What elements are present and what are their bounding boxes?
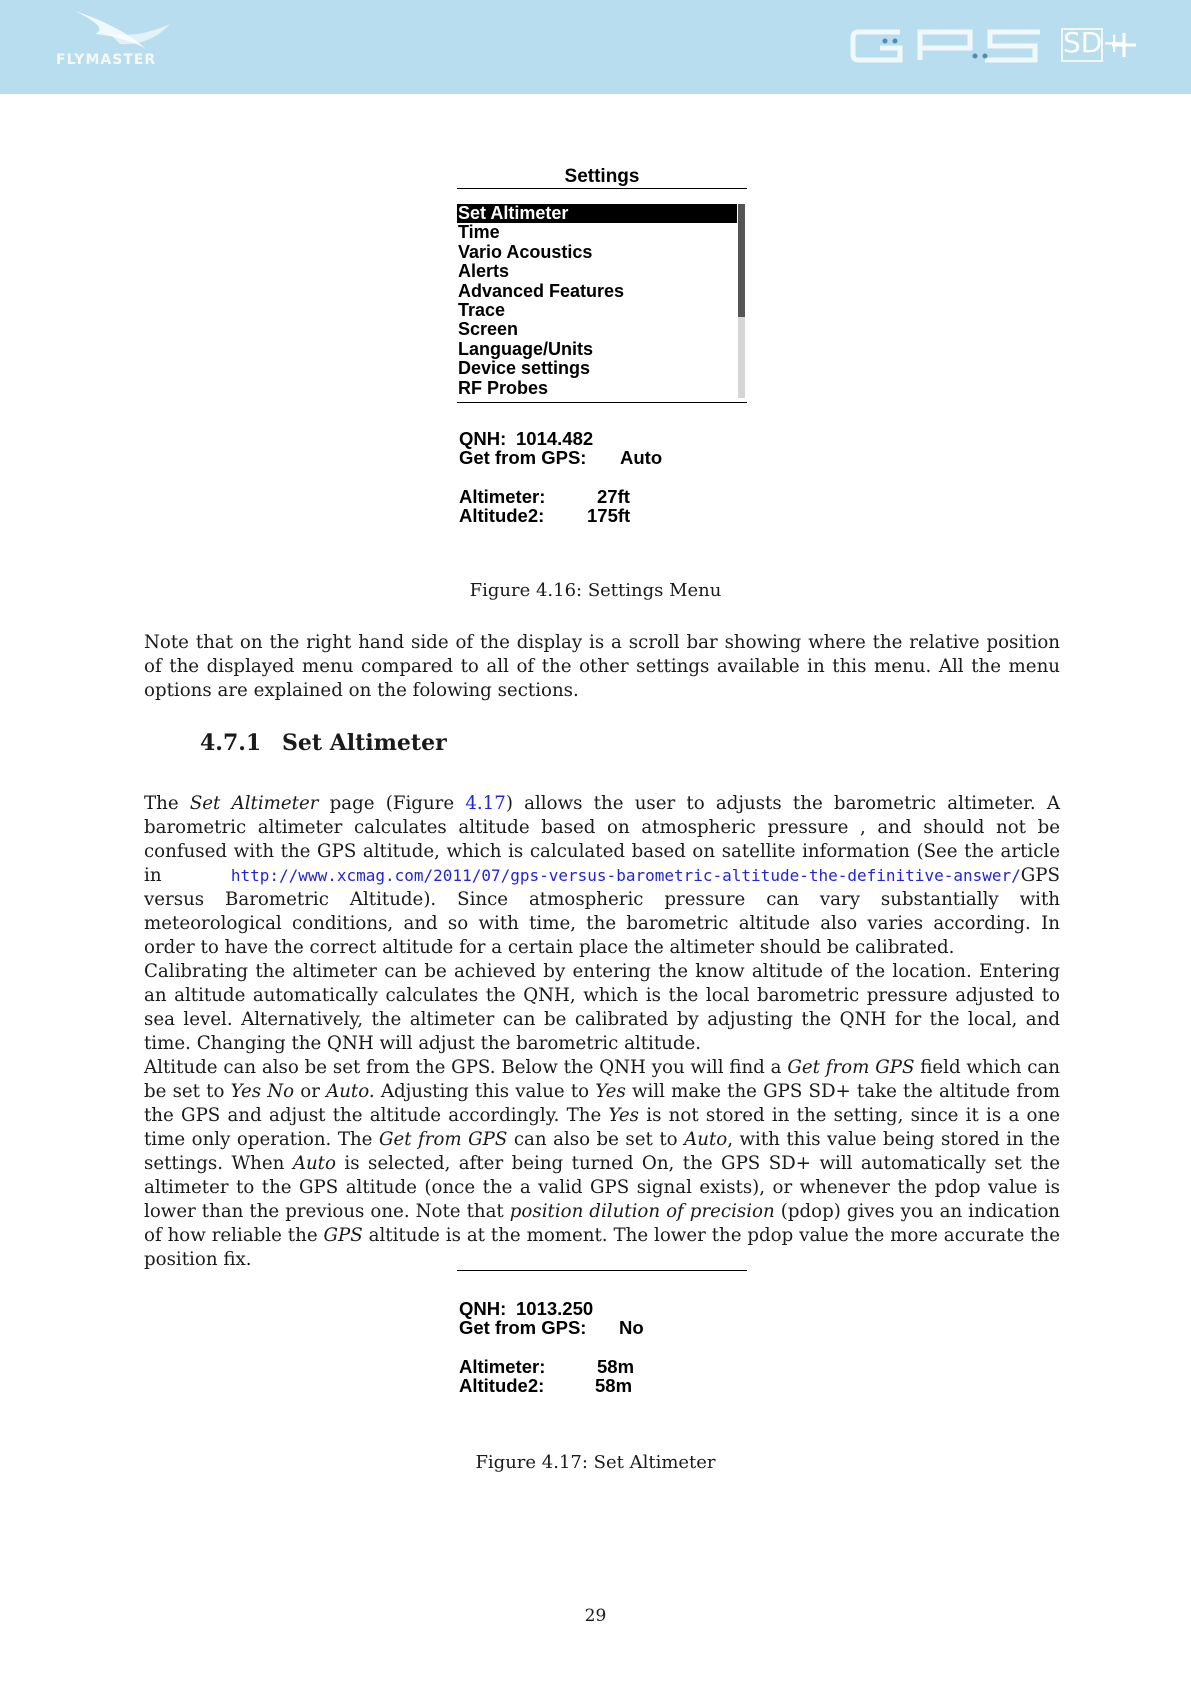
section-title: Set Altimeter (282, 730, 447, 756)
menu-item-set-altimeter[interactable]: Set Altimeter (457, 204, 737, 223)
qnh-label: QNH: (459, 1298, 507, 1319)
altitude2-row (459, 505, 631, 527)
menu-item-device-settings[interactable]: Device settings (458, 358, 591, 379)
altitude2-value: 58m (595, 1375, 633, 1396)
set-altimeter-screen (457, 1270, 747, 1410)
menu-item-time[interactable]: Time (458, 222, 500, 243)
paragraph: Calibrating the altimeter can be achieved by entering the know altitude of the location. Entering an altitude automatically calculates the QNH, which is the local barometric pressure adjusted to sea level. Alternatively, the altimeter can be calibrated by adjusting the QNH for the local, and time. Changing the QNH will adjust the barometric altitude. (144, 961, 1060, 1054)
altimeter-value: 27ft (597, 486, 630, 507)
divider (457, 1270, 747, 1271)
altitude2-label: Altitude2: (459, 1375, 545, 1396)
article-url-link[interactable]: http://www.xcmag.com/2011/07/gps-versus-barometric-altitude-the-definitive-answer/ (230, 866, 1021, 885)
figure-reference-link[interactable]: 4.17 (465, 793, 506, 814)
section-heading (200, 730, 447, 756)
menu-item-rf-probes[interactable]: RF Probes (458, 377, 549, 398)
altitude2-value: 175ft (587, 505, 631, 526)
menu-item-alerts[interactable]: Alerts (458, 261, 510, 282)
divider (457, 402, 747, 403)
get-from-gps-row (459, 447, 663, 469)
menu-item-language-units[interactable]: Language/Units (458, 338, 594, 359)
paragraph: The Set Altimeter page (Figure 4.17) allows the user to adjusts the barometric altimeter. A barometric altimeter calculates altitude based on atmospheric pressure , and should not be confused with the GPS altitude, which is calculated based on satellite information (See the article in http://www.xcmag.com/2011/07/gps-versus-barometric-altitude-the-definitive-answer/GPS versus Barometric Altitude). Since atmospheric pressure can vary substantially with meteorological conditions, and so with time, the barometric altitude also varies according. In order to have the correct altitude for a certain place the altimeter should be calibrated. (144, 793, 1060, 958)
paragraph: Altitude can also be set from the GPS. Below the QNH you will find a Get from GPS field which can be set to Yes No or Auto. Adjusting this value to Yes will make the GPS SD+ take the altitude from the GPS and adjust the altitude accordingly. The Yes is not stored in the setting, since it is a one time only operation. The Get from GPS can also be set to Auto, with this value being stored in the settings. When Auto is selected, after being turned On, the GPS SD+ will automatically set the altimeter to the GPS altitude (once the a valid GPS signal exists), or whenever the pdop value is lower than the previous one. Note that position dilution of precision (pdop) gives you an indication of how reliable the GPS altitude is at the moment. The lower the pdop value the more accurate the position fix. (144, 1057, 1061, 1270)
qnh-value[interactable]: 1014.482 (516, 428, 594, 449)
page-number: 29 (584, 1606, 607, 1626)
paragraph: Note that on the right hand side of the display is a scroll bar showing where the relative position of the displayed menu compared to all of the other settings available in this menu. All the menu options are explained on the folowing sections. (144, 632, 1060, 701)
scrollbar[interactable] (738, 204, 745, 398)
section-number: 4.7.1 (200, 730, 262, 756)
menu-item-advanced-features[interactable]: Advanced Features (458, 280, 625, 301)
qnh-value[interactable]: 1013.250 (516, 1298, 594, 1319)
divider (457, 188, 747, 189)
settings-screen (457, 166, 747, 526)
screen-title: Settings (564, 166, 640, 187)
menu-item-trace[interactable]: Trace (458, 299, 506, 320)
body-paragraphs (144, 792, 1060, 1272)
page-header (0, 0, 1191, 94)
altitude2-row (459, 1375, 633, 1397)
altimeter-label: Altimeter: (459, 1356, 546, 1377)
get-from-gps-row (459, 1317, 644, 1339)
qnh-label: QNH: (459, 428, 507, 449)
get-from-gps-label: Get from GPS: (459, 1317, 587, 1338)
get-from-gps-value[interactable]: No (619, 1317, 644, 1338)
menu-item-vario-acoustics[interactable]: Vario Acoustics (458, 241, 593, 262)
figure-caption: Figure 4.17: Set Altimeter (475, 1452, 716, 1473)
menu-item-screen[interactable]: Screen (458, 319, 519, 340)
altimeter-value: 58m (597, 1356, 635, 1377)
figure-caption: Figure 4.16: Settings Menu (469, 580, 722, 601)
scrollbar-thumb[interactable] (738, 204, 745, 317)
altimeter-label: Altimeter: (459, 486, 546, 507)
altitude2-label: Altitude2: (459, 505, 545, 526)
get-from-gps-value[interactable]: Auto (620, 447, 663, 468)
get-from-gps-label: Get from GPS: (459, 447, 587, 468)
sd-logo-text: SD+ (1063, 26, 1126, 59)
flymaster-logo-text: FLYMASTER (56, 52, 157, 68)
settings-menu (457, 204, 737, 398)
